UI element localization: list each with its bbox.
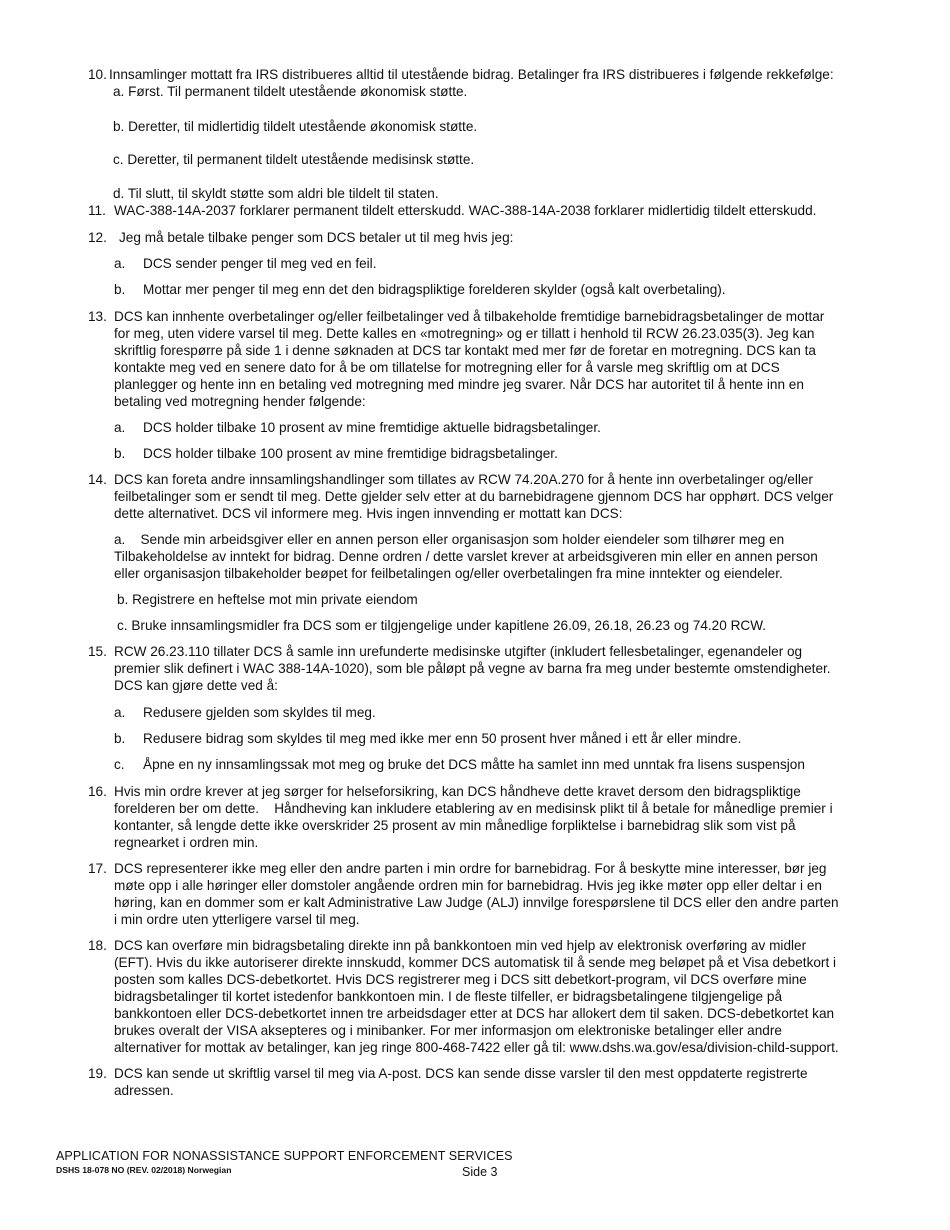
item-14-sub-b: b. Registrere en heftelse mot min private eiendom [117,592,418,607]
item-10-number: 10. [88,67,107,82]
item-15-sub-a: Redusere gjelden som skyldes til meg. [143,705,376,720]
item-15-line: premier slik definert i WAC 388-14A-1020), som ble påløpt på vegne av barna fra meg under bestemte omstendigheter. [114,661,831,676]
item-11-number: 11. [88,203,106,218]
item-16-line: kontanter, så lengde dette ikke overskrider 25 prosent av min månedlige forpliktelse i barnebidrag slik som vist på [114,818,796,833]
item-15-sub-b: Redusere bidrag som skyldes til meg med ikke mer enn 50 prosent hver måned i ett år eller mindre. [143,731,742,746]
item-13-line: DCS kan innhente overbetalinger og/eller feilbetalinger ved å tilbakeholde fremtidige barnebidragsbetalinger de mottar [114,309,825,324]
item-15-number: 15. [88,644,107,659]
item-15-sub-a-label: a. [114,705,126,720]
item-16-line: Hvis min ordre krever at jeg sørger for helseforsikring, kan DCS håndheve dette kravet dersom den bidragspliktige [114,784,801,799]
item-18-number: 18. [88,938,107,953]
item-13-line: betaling ved motregning hender følgende: [114,394,366,409]
item-13-line: kontakte meg ved en senere dato for å be om tillatelse for motregning eller for å varsle meg skriftlig om at DCS [114,360,780,375]
item-18-line: (EFT). Hvis du ikke autoriserer direkte innskudd, kommer DCS automatisk til å sende meg beløpet på et Visa debetkort i [114,955,837,970]
item-18-line: bidragsbetalinger til kortet istedenfor bankkontoen min. I de fleste tilfeller, er bidragsbetalingene tilgjengelige på [114,989,783,1004]
item-14-line: feilbetalinger som er sendt til meg. Dette gjelder selv etter at du barnebidragene gjennom DCS har opphørt. DCS velger [114,489,834,504]
item-18-line: DCS kan overføre min bidragsbetaling direkte inn på bankkontoen min ved hjelp av elektronisk overføring av midler [114,938,807,953]
item-16-line: regnearket i ordren min. [114,835,259,850]
item-12-sub-b: Mottar mer penger til meg enn det den bidragspliktige forelderen skylder (også kalt overbetaling). [143,282,726,297]
item-18-line: posten som kalles DCS-debetkortet. Hvis DCS registrerer meg i DCS sitt debetkort-program, vil DCS overføre mine [114,972,807,987]
item-10-sub-c: c. Deretter, til permanent tildelt utestående medisinsk støtte. [113,152,475,167]
item-15-line: DCS kan gjøre dette ved å: [114,678,278,693]
item-12-sub-a-label: a. [114,256,126,271]
footer-form-title: APPLICATION FOR NONASSISTANCE SUPPORT ENFORCEMENT SERVICES [56,1149,513,1163]
item-19-line: DCS kan sende ut skriftlig varsel til meg via A-post. DCS kan sende disse varsler til den mest oppdaterte registrerte [114,1066,808,1081]
footer-form-number: DSHS 18-078 NO (REV. 02/2018) Norwegian [56,1165,232,1175]
item-19-line: adressen. [114,1083,174,1098]
item-14-sub-a-line: eller organisasjon tilbakeholder beøpet for feilbetalingen og/eller overbetalingen fra mine inntekter og eiendeler. [114,566,783,581]
item-10-sub-a: a. Først. Til permanent tildelt utestående økonomisk støtte. [113,84,468,99]
item-15-sub-b-label: b. [114,731,126,746]
item-14-number: 14. [88,472,107,487]
item-14-sub-a-line: a. Sende min arbeidsgiver eller en annen person eller organisasjon som holder eiendeler som tilhører meg en [114,532,785,547]
item-12-text: Jeg må betale tilbake penger som DCS betaler ut til meg hvis jeg: [119,230,514,245]
item-14-line: DCS kan foreta andre innsamlingshandlinger som tillates av RCW 74.20A.270 for å hente inn overbetalinger og/eller [114,472,813,487]
item-11-text: WAC-388-14A-2037 forklarer permanent tildelt etterskudd. WAC-388-14A-2038 forklarer midlertidig tildelt etterskudd. [114,203,817,218]
item-17-line: DCS representerer ikke meg eller den andre parten i min ordre for barnebidrag. For å beskytte mine interesser, bør jeg [114,861,827,876]
item-10-text: Innsamlinger mottatt fra IRS distribueres alltid til utestående bidrag. Betalinger fra IRS distribueres i følgende rekkefølge: [109,67,834,82]
item-17-number: 17. [88,861,107,876]
item-13-line: planlegger og hente inn en betaling ved motregning med mindre jeg svarer. Når DCS har autoritet til å hente inn en [114,377,804,392]
item-14-line: dette alternativet. DCS vil informere meg. Hvis ingen innvending er mottatt kan DCS: [114,506,623,521]
item-16-line: forelderen ber om dette. Håndheving kan inkludere etablering av en medisinsk plikt til å betale for månedlige premier i [114,801,833,816]
item-13-sub-b: DCS holder tilbake 100 prosent av mine fremtidige bidragsbetalinger. [143,446,558,461]
item-10-sub-d: d. Til slutt, til skyldt støtte som aldri ble tildelt til staten. [113,186,439,201]
item-12-number: 12. [88,230,107,245]
item-17-line: i min ordre uten ytterligere varsel til meg. [114,912,360,927]
item-19-number: 19. [88,1066,107,1081]
footer-page-number: Side 3 [462,1165,498,1179]
item-13-sub-a: DCS holder tilbake 10 prosent av mine fremtidige aktuelle bidragsbetalinger. [143,420,601,435]
item-16-number: 16. [88,784,107,799]
item-14-sub-a-line: Tilbakeholdelse av inntekt for bidrag. Denne ordren / dette varslet krever at arbeidsgiveren min eller en annen person [114,549,818,564]
item-12-sub-a: DCS sender penger til meg ved en feil. [143,256,377,271]
item-17-line: møte opp i alle høringer eller domstoler angående ordren min for barnebidrag. Hvis jeg ikke møter opp eller deltar i en [114,878,822,893]
item-15-sub-c: Åpne en ny innsamlingssak mot meg og bruke det DCS måtte ha samlet inn med unntak fra lisens suspensjon [143,757,805,772]
item-15-sub-c-label: c. [114,757,125,772]
item-13-line: skriftlig forespørre på side 1 i denne søknaden at DCS tar kontakt med mer før de foretar en motregning. DCS kan ta [114,343,816,358]
item-14-sub-c: c. Bruke innsamlingsmidler fra DCS som er tilgjengelige under kapitlene 26.09, 26.18, 26.23 og 74.20 RCW. [117,618,767,633]
item-13-line: for meg, uten videre varsel til meg. Dette kalles en «motregning» og er tillatt i henhold til RCW 26.23.035(3). Jeg kan [114,326,815,341]
item-18-line: bankkontoen eller DCS-debetkortet innen tre arbeidsdager etter at DCS har allokert dem til saken. DCS-debetkortet kan [114,1006,835,1021]
item-18-line: brukes overalt der VISA aksepteres og i minibanker. For mer informasjon om elektroniske betalinger eller andre [114,1023,782,1038]
item-13-number: 13. [88,309,107,324]
item-12-sub-b-label: b. [114,282,126,297]
item-15-line: RCW 26.23.110 tillater DCS å samle inn urefunderte medisinske utgifter (inkludert fellesbetalinger, egenandeler og [114,644,803,659]
item-17-line: høring, kan en dommer som er kalt Administrative Law Judge (ALJ) innvilge forespørslene til DCS eller den andre parten [114,895,839,910]
item-18-line: alternativer for mottak av betalinger, kan jeg ringe 800-468-7422 eller gå til: www.dshs.wa.gov/esa/division-child-support. [114,1040,839,1055]
item-13-sub-b-label: b. [114,446,126,461]
item-13-sub-a-label: a. [114,420,126,435]
item-10-sub-b: b. Deretter, til midlertidig tildelt utestående økonomisk støtte. [113,119,478,134]
